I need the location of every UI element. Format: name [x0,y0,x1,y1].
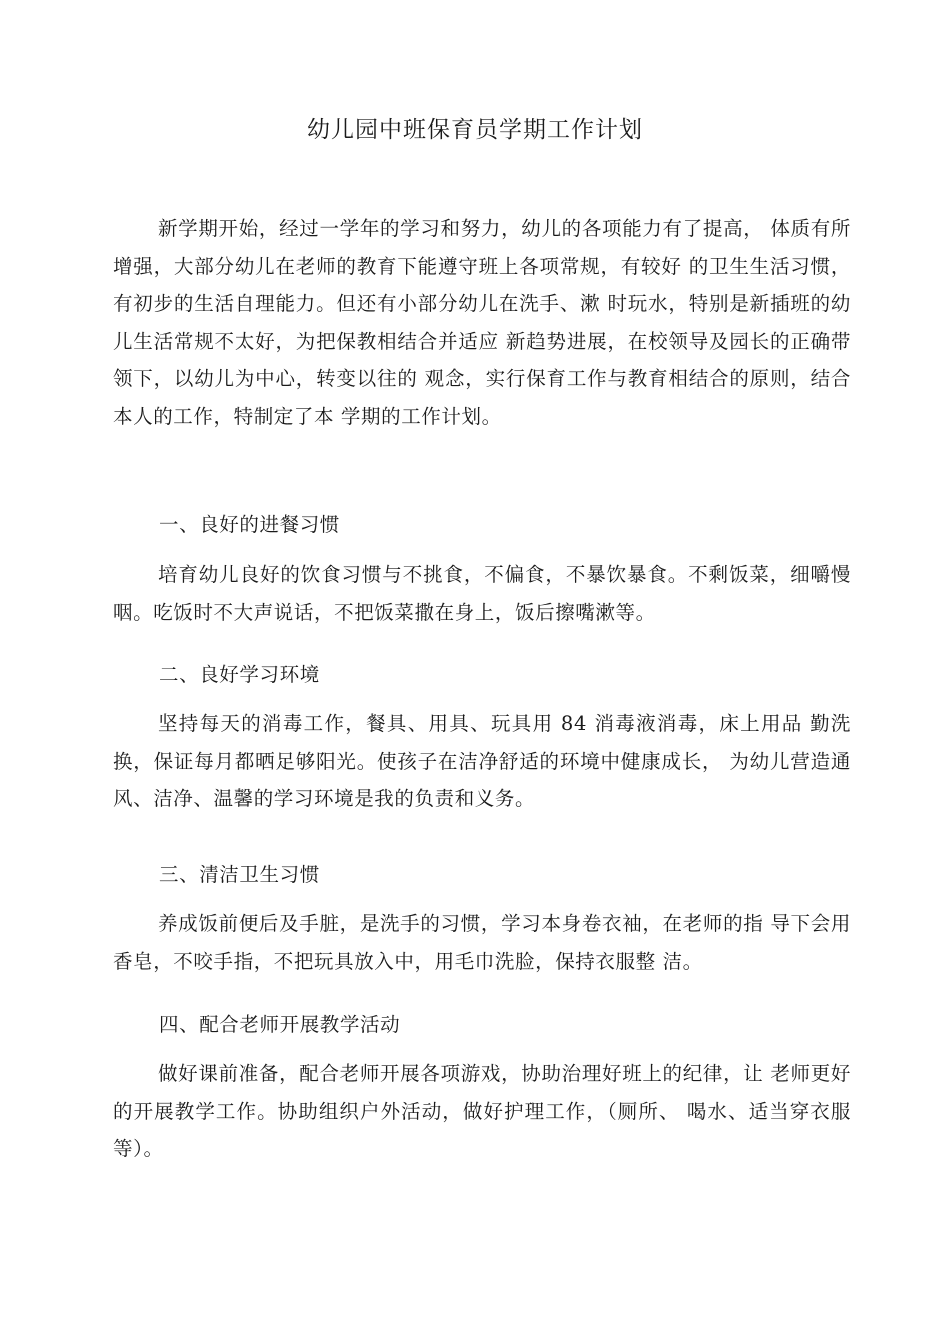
section-3-block [113,905,851,980]
section-heading-2: 二、良好学习环境 [159,663,320,686]
intro-paragraph: 新学期开始，经过一学年的学习和努力，幼儿的各项能力有了提高， 体质有所增强，大部分幼儿在老师的教育下能遵守班上各项常规，有较好 的卫生生活习惯，有初步的生活自理能力。但还有小部分幼儿在洗手、漱 时玩水，特别是新插班的幼儿生活常规不太好，为把保教相结合并适应 新趋势进展，在校领导及园长的正确带领下，以幼儿为中心，转变以往的 观念，实行保育工作与教育相结合的原则，结合本人的工作，特制定了本 学期的工作计划。 [113,217,851,428]
section-2-block [113,705,851,818]
section-heading-3: 三、清洁卫生习惯 [159,863,320,886]
section-paragraph-2: 坚持每天的消毒工作，餐具、用具、玩具用 84 消毒液消毒，床上用品 勤洗换，保证每月都晒足够阳光。使孩子在洁净舒适的环境中健康成长， 为幼儿营造通风、洁净、温馨的学习环境是我的负责和义务。 [113,712,851,810]
section-4-block [113,1055,851,1168]
section-heading-4: 四、配合老师开展教学活动 [159,1013,401,1036]
section-1-block [113,556,851,631]
section-paragraph-4: 做好课前准备，配合老师开展各项游戏，协助治理好班上的纪律，让 老师更好的开展教学工作。协助组织户外活动，做好护理工作，（厕所、 喝水、适当穿衣服等）。 [113,1062,851,1160]
section-heading-1: 一、良好的进餐习惯 [159,513,340,536]
section-paragraph-1: 培育幼儿良好的饮食习惯与不挑食，不偏食，不暴饮暴食。不剩饭菜，细嚼慢咽。吃饭时不大声说话，不把饭菜撒在身上，饭后擦嘴漱等。 [113,563,851,624]
document-title: 幼儿园中班保育员学期工作计划 [307,117,643,143]
intro-paragraph-block [113,210,851,435]
section-paragraph-3: 养成饭前便后及手脏，是洗手的习惯，学习本身卷衣袖，在老师的指 导下会用香皂，不咬手指，不把玩具放入中，用毛巾洗脸，保持衣服整 洁。 [113,912,851,973]
